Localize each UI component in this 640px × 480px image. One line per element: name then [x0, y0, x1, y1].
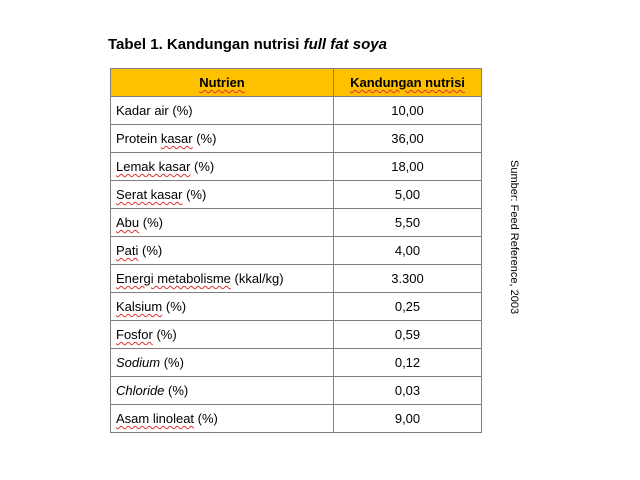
- nutrient-name-part: Energi metabolisme: [116, 271, 231, 286]
- table-row: [111, 125, 482, 153]
- nutrient-value-cell: 36,00: [334, 125, 482, 153]
- nutrient-name-cell: [111, 209, 334, 237]
- header-kandungan: [334, 69, 482, 97]
- table-row: [111, 349, 482, 377]
- table-row: [111, 209, 482, 237]
- nutrient-value-cell: 5,50: [334, 209, 482, 237]
- nutrient-value-cell: 18,00: [334, 153, 482, 181]
- nutrient-name-part: (%): [139, 215, 163, 230]
- nutrient-table: [110, 68, 482, 433]
- nutrient-name-part: Kalsium: [116, 299, 163, 314]
- nutrient-name-part: Protein: [116, 131, 161, 146]
- nutrient-name-cell: [111, 293, 334, 321]
- nutrient-value-cell: 0,12: [334, 349, 482, 377]
- source-note: Sumber: Feed Reference, 2003: [508, 160, 520, 315]
- table-row: [111, 97, 482, 125]
- nutrient-name-part: Chloride: [116, 383, 165, 398]
- nutrient-value-cell: 9,00: [334, 405, 482, 433]
- nutrient-name-part: kasar: [160, 131, 193, 146]
- nutrient-name-cell: [111, 321, 334, 349]
- nutrient-value-cell: 4,00: [334, 237, 482, 265]
- nutrient-value-cell: 3.300: [334, 265, 482, 293]
- caption-emphasis: full fat soya: [303, 36, 387, 53]
- table-row: [111, 265, 482, 293]
- nutrient-name-part: (%): [164, 383, 189, 398]
- table-caption: [108, 36, 387, 53]
- nutrient-name-part: (%): [182, 187, 207, 202]
- header-nutrien: [111, 69, 334, 97]
- nutrient-name-cell: [111, 125, 334, 153]
- nutrient-name-part: (%): [160, 355, 184, 370]
- nutrient-name-cell: [111, 265, 334, 293]
- table-row: [111, 153, 482, 181]
- table-row: [111, 293, 482, 321]
- table-row: [111, 377, 482, 405]
- nutrient-name-part: Serat kasar: [116, 187, 183, 202]
- nutrient-name-cell: [111, 377, 334, 405]
- nutrient-name-cell: [111, 181, 334, 209]
- nutrient-name-part: (%): [138, 243, 163, 258]
- nutrient-name-cell: [111, 405, 334, 433]
- nutrient-name-part: (%): [162, 299, 187, 314]
- table-row: [111, 237, 482, 265]
- nutrient-name-part: Abu: [116, 215, 140, 230]
- header-nutrien-label: Nutrien: [199, 75, 245, 90]
- header-kandungan-label: Kandungan nutrisi: [350, 75, 465, 90]
- nutrient-value-cell: 5,00: [334, 181, 482, 209]
- nutrient-name-part: (%): [192, 131, 217, 146]
- table-row: [111, 181, 482, 209]
- nutrient-name-cell: [111, 97, 334, 125]
- nutrient-name-part: Asam linoleat: [116, 411, 195, 426]
- nutrient-name-part: (kkal/kg): [230, 271, 284, 286]
- nutrient-value-cell: 0,59: [334, 321, 482, 349]
- nutrient-name-cell: [111, 349, 334, 377]
- table-row: [111, 405, 482, 433]
- nutrient-name-part: air (%): [150, 103, 193, 118]
- nutrient-value-cell: 10,00: [334, 97, 482, 125]
- nutrient-value-cell: 0,03: [334, 377, 482, 405]
- nutrient-name-part: Pati: [116, 243, 139, 258]
- nutrient-name-part: (%): [194, 411, 218, 426]
- nutrient-name-part: Sodium: [116, 355, 161, 370]
- nutrient-name-cell: [111, 237, 334, 265]
- table-row: [111, 321, 482, 349]
- nutrient-name-part: (%): [190, 159, 215, 174]
- nutrient-name-part: Lemak kasar: [116, 159, 191, 174]
- nutrient-name-cell: [111, 153, 334, 181]
- nutrient-name-part: Kadar: [116, 103, 151, 118]
- nutrient-name-part: (%): [152, 327, 177, 342]
- nutrient-value-cell: 0,25: [334, 293, 482, 321]
- caption-prefix: Tabel 1. Kandungan nutrisi: [108, 36, 304, 53]
- table-header-row: [111, 69, 482, 97]
- nutrient-name-part: Fosfor: [116, 327, 153, 342]
